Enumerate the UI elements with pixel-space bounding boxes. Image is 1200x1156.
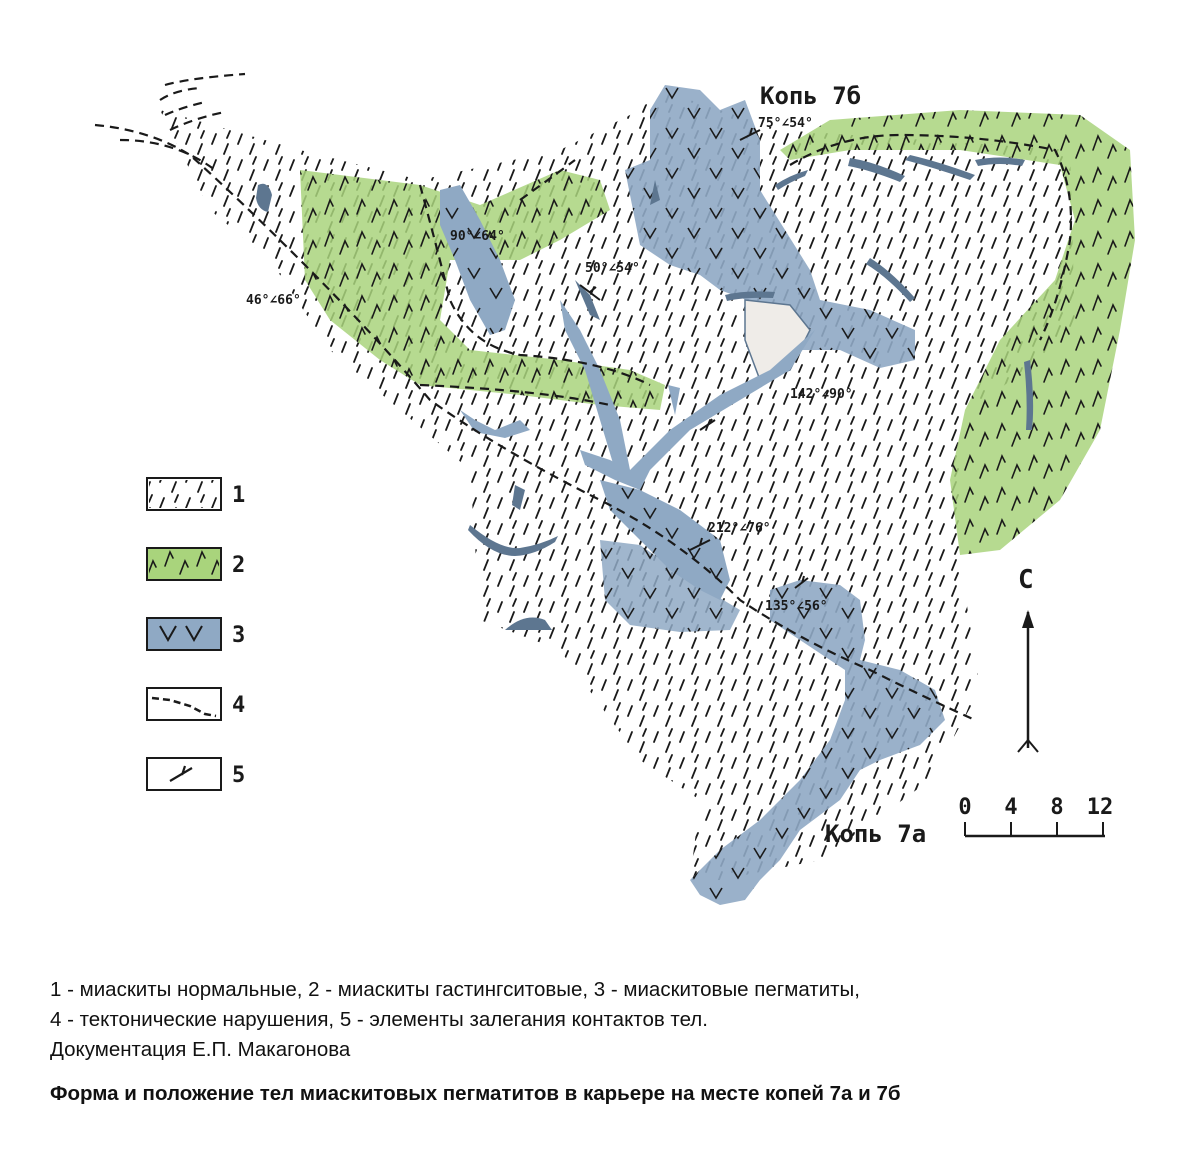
figure-title: Форма и положение тел миаскитовых пегматитов в карьере на месте копей 7а и 7б bbox=[50, 1082, 901, 1105]
attitude-label-a1: 75°∠54° bbox=[758, 116, 813, 131]
legend-item-2 bbox=[147, 548, 245, 580]
attitude-label-a5: 142°∠90° bbox=[790, 387, 853, 402]
legend-item-1 bbox=[147, 478, 245, 510]
legend-item-4 bbox=[147, 688, 245, 720]
legend-number-3: 3 bbox=[232, 623, 246, 648]
scale-tick-0: 0 bbox=[958, 795, 972, 820]
north-arrow bbox=[1018, 565, 1038, 752]
north-label: С bbox=[1018, 565, 1034, 595]
scale-tick-12: 12 bbox=[1086, 795, 1114, 820]
attitude-label-a2: 90°∠64° bbox=[450, 229, 505, 244]
attitude-label-a3: 50°∠54° bbox=[585, 261, 640, 276]
legend-number-2: 2 bbox=[232, 553, 246, 578]
scale-tick-8: 8 bbox=[1050, 795, 1064, 820]
legend-number-5: 5 bbox=[232, 763, 246, 788]
caption-line-2: 4 - тектонические нарушения, 5 - элементы залегания контактов тел. bbox=[50, 1008, 708, 1031]
legend-item-3 bbox=[147, 618, 245, 650]
legend-item-5 bbox=[147, 758, 245, 790]
caption-line-3: Документация Е.П. Макагонова bbox=[50, 1038, 351, 1061]
attitude-label-a7: 135°∠56° bbox=[765, 599, 828, 614]
attitude-label-a6: 212°∠76° bbox=[708, 521, 771, 536]
caption-line-1: 1 - миаскиты нормальные, 2 - миаскиты гастингситовые, 3 - миаскитовые пегматиты, bbox=[50, 978, 860, 1001]
pit-label-7a: Копь 7а bbox=[825, 820, 927, 848]
scale-tick-4: 4 bbox=[1004, 795, 1018, 820]
legend-number-1: 1 bbox=[232, 483, 246, 508]
legend-caption bbox=[50, 975, 1170, 1065]
pit-label-7b: Копь 7б bbox=[760, 82, 862, 110]
legend-number-4: 4 bbox=[232, 693, 246, 718]
legend bbox=[147, 478, 245, 790]
scale-bar bbox=[958, 795, 1113, 836]
attitude-label-a4: 46°∠66° bbox=[246, 293, 301, 308]
